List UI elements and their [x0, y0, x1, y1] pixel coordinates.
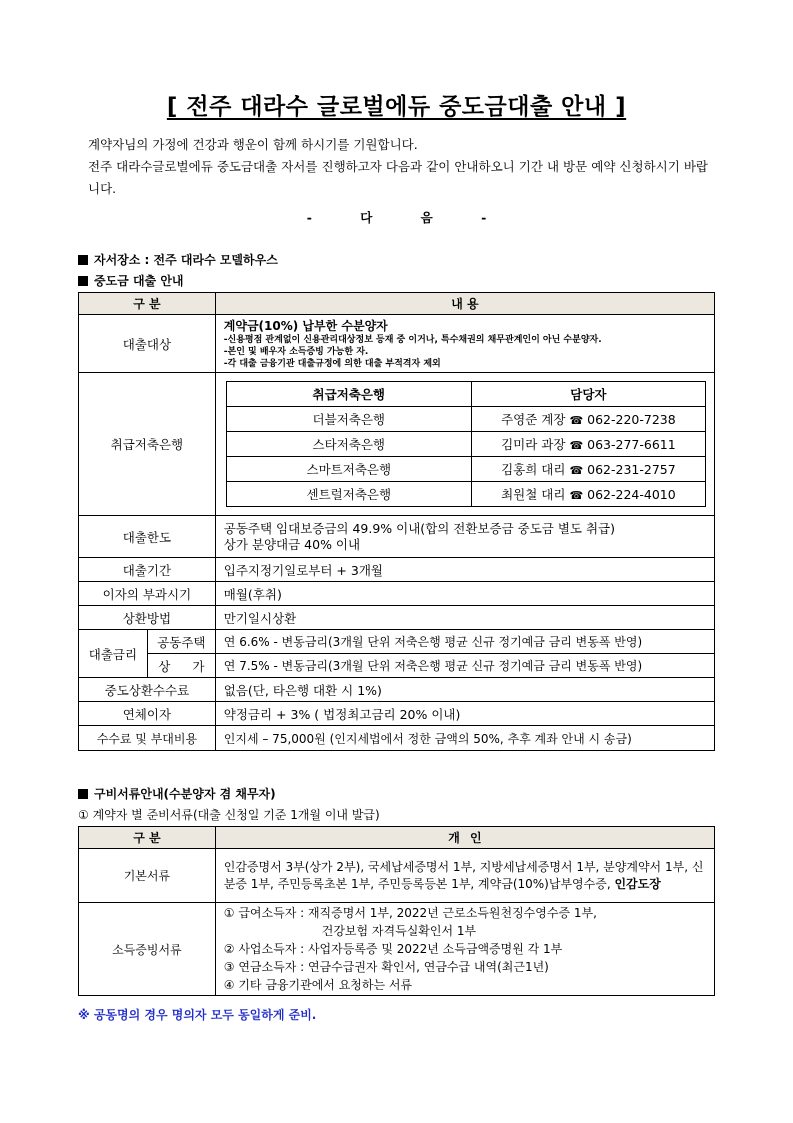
row-label: 상환방법	[79, 606, 216, 630]
table-header-row	[79, 293, 715, 315]
page-title: [ 전주 대라수 글로벌에듀 중도금대출 안내 ]	[166, 94, 627, 120]
row-value: 입주지정기일로부터 + 3개월	[215, 558, 714, 582]
square-bullet-icon	[78, 276, 88, 286]
bank-name: 스마트저축은행	[226, 457, 471, 482]
table-row	[79, 654, 715, 678]
intro-line-1: 계약자님의 가정에 건강과 행운이 함께 하시기를 기원합니다.	[88, 137, 418, 152]
bank-name: 더블저축은행	[226, 407, 471, 432]
row-value: 인감증명서 3부(상가 2부), 국세납세증명서 1부, 지방세납세증명서 1부, 분양계약서 1부, 신분증 1부, 주민등록초본 1부, 주민등록등본 1부, 계약금(10%)납부영수증, 인감도장	[215, 849, 714, 903]
row-value: 연 6.6% - 변동금리(3개월 단위 저축은행 평균 신규 정기예금 금리 변동폭 반영)	[215, 630, 714, 654]
section-loan-title: 중도금 대출 안내	[78, 272, 184, 289]
table-row	[79, 726, 715, 751]
dau-heading: - 다 음 -	[306, 210, 487, 225]
row-value	[215, 373, 714, 516]
section-docs-title: 구비서류안내(수분양자 겸 채무자)	[78, 785, 276, 802]
header-individual: 개 인	[215, 827, 714, 849]
bank-contact: 최원철 대리 ☎ 062-224-4010	[471, 482, 705, 507]
row-label: 이자의 부과시기	[79, 582, 216, 606]
row-label: 기본서류	[79, 849, 216, 903]
bank-contact: 주영준 계장 ☎ 062-220-7238	[471, 407, 705, 432]
loan-info-table	[78, 292, 715, 751]
row-value	[215, 315, 714, 373]
header-category: 구 분	[79, 827, 216, 849]
target-cond-1: -신용평점 관계없이 신용관리대상정보 등재 중 이거나, 특수채권의 채무관계인이 아닌 수분양자.	[223, 335, 602, 345]
row-value: 공동주택 임대보증금의 49.9% 이내(합의 전환보증금 중도금 별도 취급) 상가 분양대금 40% 이내	[215, 516, 714, 558]
square-bullet-icon	[78, 255, 88, 265]
bank-contact: 김미라 과장 ☎ 063-277-6611	[471, 432, 705, 457]
table-row	[226, 482, 705, 507]
table-row	[226, 457, 705, 482]
bank-name: 센트럴저축은행	[226, 482, 471, 507]
row-value: 인지세 – 75,000원 (인지세법에서 정한 금액의 50%, 추후 계좌 안내 시 송금)	[215, 726, 714, 751]
table-row	[79, 516, 715, 558]
phone-icon: ☎	[569, 489, 584, 502]
header-content: 내 용	[215, 293, 714, 315]
table-row	[79, 606, 715, 630]
phone-icon: ☎	[569, 414, 584, 427]
phone-icon: ☎	[569, 439, 584, 452]
phone-icon: ☎	[569, 464, 584, 477]
row-label: 중도상환수수료	[79, 678, 216, 702]
square-bullet-icon	[78, 789, 88, 799]
section-venue: 자서장소 : 전주 대라수 모델하우스	[78, 251, 278, 268]
header-category: 구 분	[79, 293, 216, 315]
table-row	[79, 849, 715, 903]
table-row	[79, 315, 715, 373]
row-value: 매월(후취)	[215, 582, 714, 606]
target-cond-2: -본인 및 배우자 소득증빙 가능한 자.	[223, 347, 369, 357]
intro-line-2: 전주 대라수글로벌에듀 중도금대출 자서를 진행하고자 다음과 같이 안내하오니 기간 내 방문 예약 신청하시기 바랍니다.	[88, 159, 708, 196]
table-row	[226, 407, 705, 432]
row-label: 대출대상	[79, 315, 216, 373]
table-row	[226, 432, 705, 457]
table-row	[79, 582, 715, 606]
bank-name: 스타저축은행	[226, 432, 471, 457]
joint-name-note: ※ 공동명의 경우 명의자 모두 동일하게 준비.	[78, 1008, 317, 1022]
header-contact: 담당자	[471, 382, 705, 407]
row-value: ① 급여소득자 : 재직증명서 1부, 2022년 근로소득원천징수영수증 1부, 건강보험 자격득실확인서 1부 ② 사업소득자 : 사업자등록증 및 2022년 소득금액증명원 각 1부 ③ 연금소득자 : 연금수급권자 확인서, 연금수급 내역(최근1년) ④ 기타 금융기관에서 요청하는 서류	[215, 903, 714, 996]
row-value: 연 7.5% - 변동금리(3개월 단위 저축은행 평균 신규 정기예금 금리 변동폭 반영)	[215, 654, 714, 678]
row-label: 취급저축은행	[79, 373, 216, 516]
bold-seal: 인감도장	[614, 876, 661, 891]
row-label: 소득증빙서류	[79, 903, 216, 996]
bank-contact-table	[226, 381, 706, 507]
table-row	[79, 702, 715, 726]
row-label: 대출금리	[79, 630, 148, 678]
row-sublabel: 공동주택	[147, 630, 215, 654]
docs-subtitle: ① 계약자 별 준비서류(대출 신청일 기준 1개월 이내 발급)	[78, 808, 380, 822]
row-sublabel: 상 가	[147, 654, 215, 678]
table-row	[79, 558, 715, 582]
intro-text	[88, 134, 708, 200]
table-header-row	[79, 827, 715, 849]
row-value: 약정금리 + 3% ( 법정최고금리 20% 이내)	[215, 702, 714, 726]
table-row	[79, 903, 715, 996]
row-label: 대출기간	[79, 558, 216, 582]
table-row	[79, 678, 715, 702]
row-label: 연체이자	[79, 702, 216, 726]
docs-table	[78, 826, 715, 996]
target-main: 계약금(10%) 납부한 수분양자	[223, 319, 388, 333]
header-bank: 취급저축은행	[226, 382, 471, 407]
bank-contact: 김홍희 대리 ☎ 062-231-2757	[471, 457, 705, 482]
table-row	[79, 630, 715, 654]
row-value: 만기일시상환	[215, 606, 714, 630]
table-row	[79, 373, 715, 516]
target-cond-3: -각 대출 금융기관 대출규정에 의한 대출 부적격자 제외	[223, 359, 441, 369]
row-label: 수수료 및 부대비용	[79, 726, 216, 751]
row-label: 대출한도	[79, 516, 216, 558]
row-value: 없음(단, 타은행 대환 시 1%)	[215, 678, 714, 702]
